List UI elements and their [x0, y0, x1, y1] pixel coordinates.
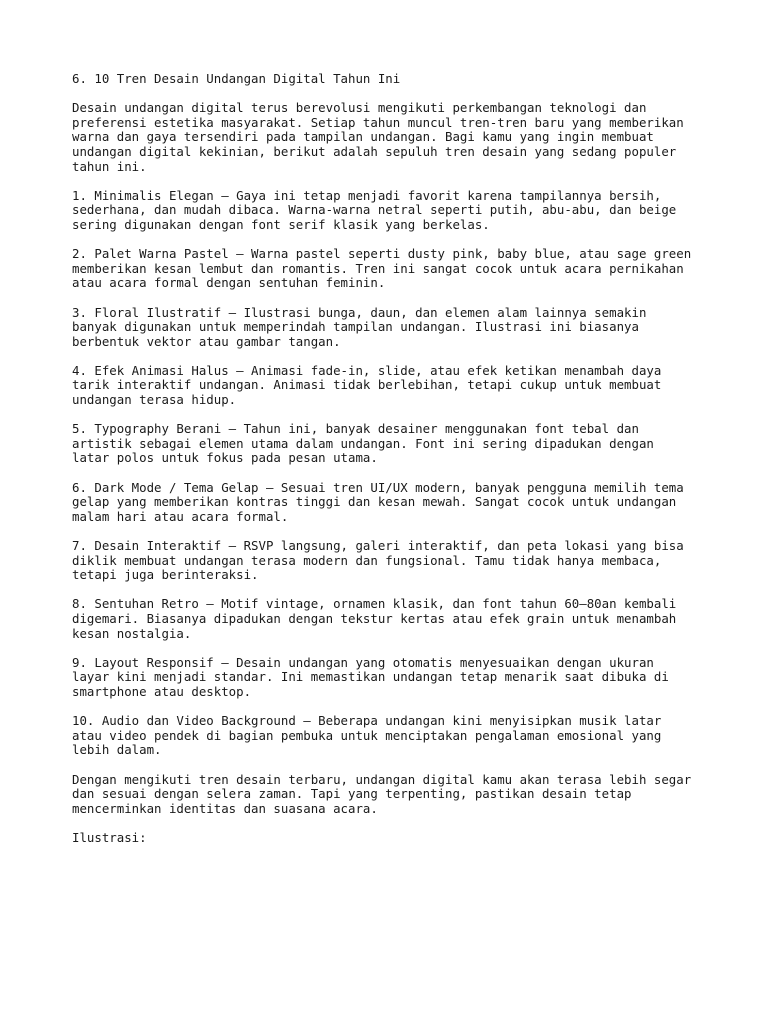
trend-item-8: 8. Sentuhan Retro – Motif vintage, ornamen klasik, dan font tahun 60–80an kembali digemari. Biasanya dipadukan dengan tekstur kertas atau efek grain untuk menambah kesan nostalgia. [72, 596, 677, 641]
trend-item-1: 1. Minimalis Elegan – Gaya ini tetap menjadi favorit karena tampilannya bersih, sederhana, dan mudah dibaca. Warna-warna netral seperti putih, abu-abu, dan beige sering digunakan dengan font serif klasik yang berkelas. [72, 187, 677, 232]
trend-item-5: 5. Typography Berani – Tahun ini, banyak desainer menggunakan font tebal dan artistik sebagai elemen utama dalam undangan. Font ini sering dipadukan dengan latar polos untuk fokus pada pesan utama. [72, 421, 654, 466]
trend-item-6: 6. Dark Mode / Tema Gelap – Sesuai tren UI/UX modern, banyak pengguna memilih tema gelap yang memberikan kontras tinggi dan kesan mewah. Sangat cocok untuk undangan malam hari atau acara formal. [72, 479, 684, 524]
trend-item-3: 3. Floral Ilustratif – Ilustrasi bunga, daun, dan elemen alam lainnya semakin banyak digunakan untuk memperindah tampilan undangan. Ilustrasi ini biasanya berbentuk vektor atau gambar tangan. [72, 304, 647, 349]
intro-paragraph: Desain undangan digital terus berevolusi mengikuti perkembangan teknologi dan preferensi estetika masyarakat. Setiap tahun muncul tren-tren baru yang memberikan warna dan gaya tersendiri pada tampilan undangan. Bagi kamu yang ingin membuat undangan digital kekinian, berikut adalah sepuluh tren desain yang sedang populer tahun ini. [72, 100, 684, 174]
illustration-label: Ilustrasi: [72, 829, 147, 845]
trend-list [72, 189, 712, 758]
closing-paragraph: Dengan mengikuti tren desain terbaru, undangan digital kamu akan terasa lebih segar dan sesuai dengan selera zaman. Tapi yang terpenting, pastikan desain tetap mencerminkan identitas dan suasana acara. [72, 771, 692, 816]
document-page [72, 72, 712, 860]
trend-item-4: 4. Efek Animasi Halus – Animasi fade-in, slide, atau efek ketikan menambah daya tarik interaktif undangan. Animasi tidak berlebihan, tetapi cukup untuk membuat undangan terasa hidup. [72, 362, 662, 408]
trend-item-7: 7. Desain Interaktif – RSVP langsung, galeri interaktif, dan peta lokasi yang bisa diklik membuat undangan terasa modern dan fungsional. Tamu tidak hanya membaca, tetapi juga berinteraksi. [72, 538, 684, 583]
trend-item-9: 9. Layout Responsif – Desain undangan yang otomatis menyesuaikan dengan ukuran layar kini menjadi standar. Ini memastikan undangan tetap menarik saat dibuka di smartphone atau desktop. [72, 654, 669, 699]
trend-item-2: 2. Palet Warna Pastel – Warna pastel seperti dusty pink, baby blue, atau sage green memberikan kesan lembut dan romantis. Tren ini sangat cocok untuk acara pernikahan atau acara formal dengan sentuhan feminin. [72, 246, 692, 291]
trend-item-10: 10. Audio dan Video Background – Beberapa undangan kini menyisipkan musik latar atau video pendek di bagian pembuka untuk menciptakan pengalaman emosional yang lebih dalam. [72, 713, 662, 758]
document-heading: 6. 10 Tren Desain Undangan Digital Tahun Ini [72, 71, 401, 86]
